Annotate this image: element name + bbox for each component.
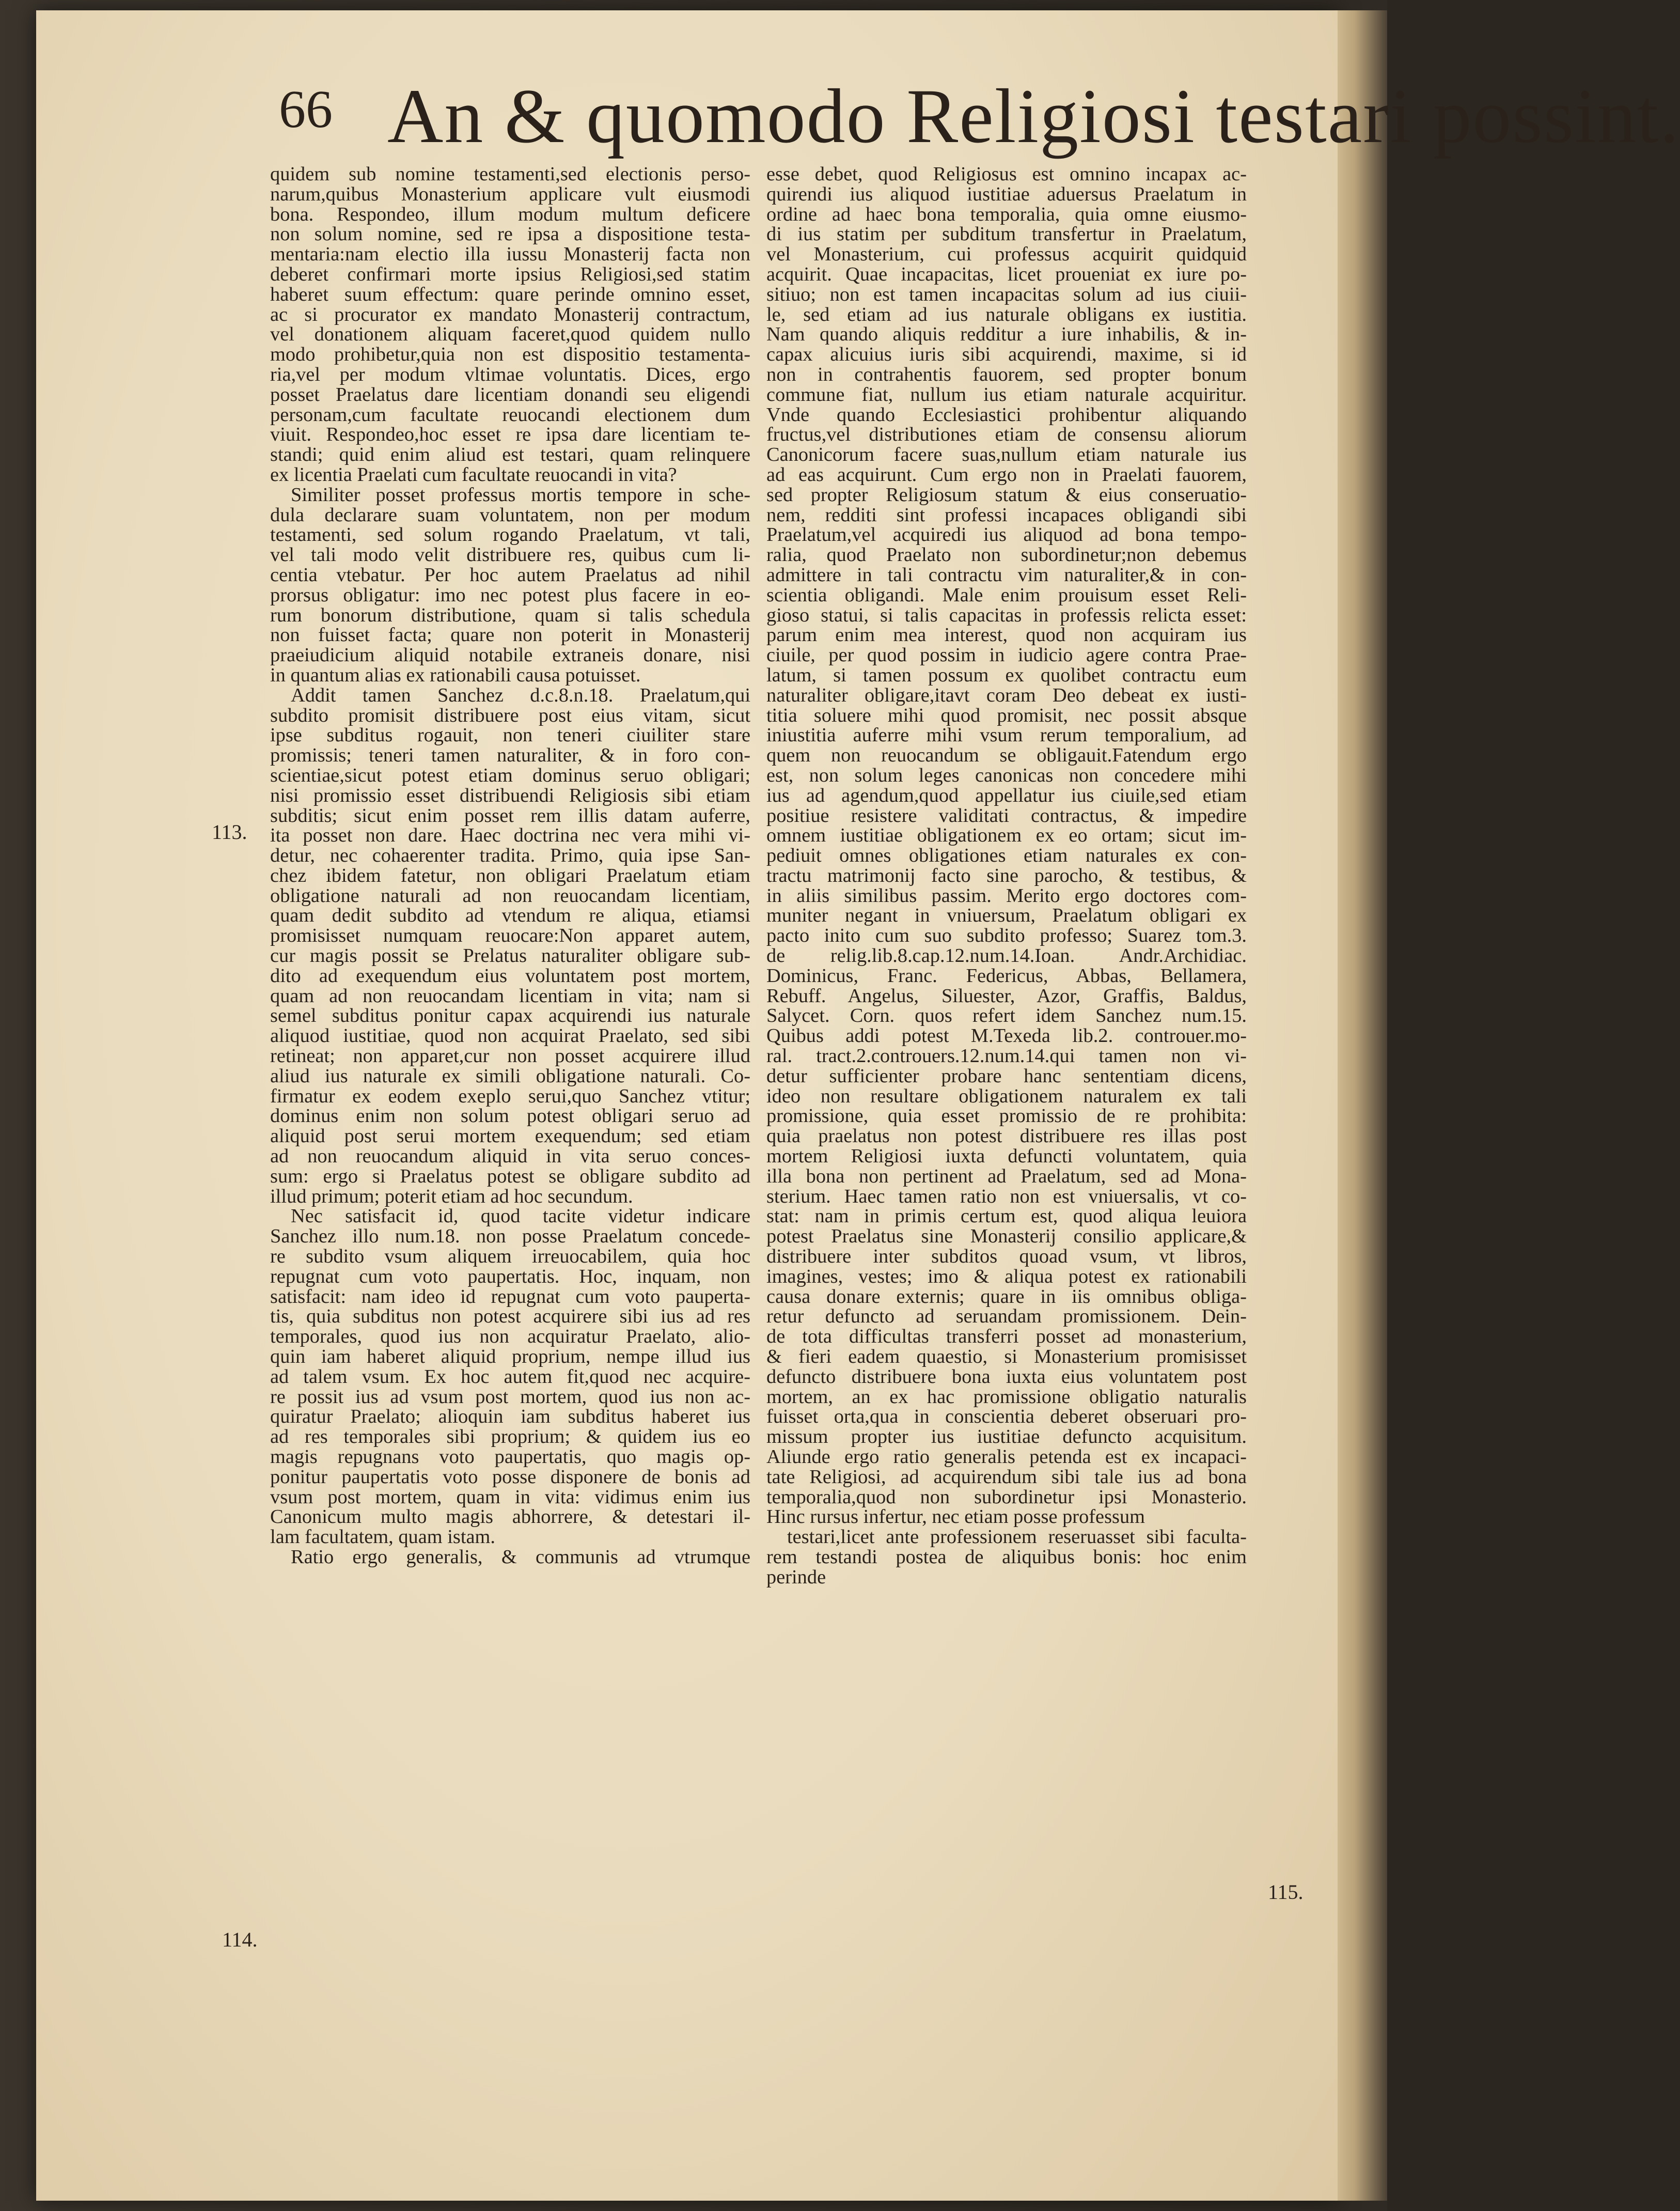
text-line: Quibus addi potest M.Texeda lib.2. controuer.mo- [766, 1025, 1247, 1047]
text-line: causa donare externis; quare in iis omnibus obliga- [766, 1285, 1247, 1307]
text-line: Nam quando aliquis redditur a iure inhabilis, & in- [766, 323, 1247, 346]
text-line: quin iam haberet aliquid proprium, nempe illud ius [270, 1346, 750, 1368]
text-line: repugnat cum voto paupertatis. Hoc, inquam, non [270, 1265, 750, 1287]
text-line: & fieri eadem quaestio, si Monasterium promisisset [766, 1346, 1247, 1368]
text-line: ipse subditus rogauit, non teneri ciuiliter stare [270, 724, 750, 746]
text-line: distribuere inter subditos quoad vsum, vt libros, [766, 1245, 1247, 1268]
text-line: ralia, quod Praelato non subordinetur;non debemus [766, 544, 1247, 566]
text-line: rum bonorum distributione, quam si talis schedula [270, 604, 750, 626]
text-line: ordine ad haec bona temporalia, quia omne eiusmo- [766, 203, 1247, 225]
text-line: omnem iustitiae obligationem ex eo ortam; sicut im- [766, 824, 1247, 847]
text-line: fructus,vel distributiones etiam de consensu aliorum [766, 424, 1247, 446]
text-line: est, non solum leges canonicas non concedere mihi [766, 764, 1247, 786]
text-line: potest Praelatus sine Monasterij consilio applicare,& [766, 1225, 1247, 1248]
text-line: pacto inito cum suo subdito professo; Suarez tom.3. [766, 925, 1247, 947]
text-line: quia praelatus non potest distribuere res illas post [766, 1125, 1247, 1147]
text-line: vel Monasterium, cui professus acquirit quidquid [766, 243, 1247, 266]
text-line: non solum nomine, sed re ipsa a dispositione testa- [270, 223, 750, 245]
text-line: promisisset numquam reuocare:Non apparet autem, [270, 925, 750, 947]
text-line: iniustitia auferre mihi vsum rerum temporalium, ad [766, 724, 1247, 746]
text-line: admittere in tali contractu vim naturaliter,& in con- [766, 564, 1247, 586]
text-line: di ius statim per subditum transfertur in Praelatum, [766, 223, 1247, 245]
text-line: lam facultatem, quam istam. [270, 1526, 496, 1548]
text-line: temporales, quod ius non acquiratur Praelato, alio- [270, 1326, 750, 1348]
text-line: Aliunde ergo ratio generalis petenda est ex incapaci- [766, 1446, 1247, 1468]
text-line: quiratur Praelato; alioquin iam subditus haberet ius [270, 1406, 750, 1428]
text-line: missum propter ius iustitiae defuncto acquisitum. [766, 1426, 1247, 1448]
text-line: Vnde quando Ecclesiastici prohibentur aliquando [766, 403, 1247, 426]
text-line: Canonicorum facere suas,nullum etiam naturale ius [766, 444, 1247, 466]
text-line: stat: nam in primis certum est, quod aliqua leuiora [766, 1205, 1247, 1227]
text-line: ex licentia Praelati cum facultate reuocandi in vita? [270, 463, 677, 486]
text-line: Hinc rursus infertur, nec etiam posse professum [766, 1506, 1145, 1528]
text-line: satisfacit: nam ideo id repugnat cum voto pauperta- [270, 1285, 750, 1307]
text-line: nisi promissio esset distribuendi Religiosis sibi etiam [270, 784, 750, 806]
text-line: viuit. Respondeo,hoc esset re ipsa dare licentiam te- [270, 424, 750, 446]
text-line: sitiuo; non est tamen incapacitas solum ad ius ciuii- [766, 283, 1247, 305]
text-line: firmatur ex eodem exeplo serui,quo Sanchez vtitur; [270, 1085, 750, 1107]
text-line: ita posset non dare. Haec doctrina nec vera mihi vi- [270, 824, 750, 847]
text-line: testari,licet ante professionem reseruasset sibi faculta- [787, 1526, 1247, 1548]
text-line: positiue resistere validitati contractus, & impedire [766, 804, 1247, 827]
text-line: ad talem vsum. Ex hoc autem fit,quod nec acquire- [270, 1365, 750, 1388]
text-line: ral. tract.2.controuers.12.num.14.qui tamen non vi- [766, 1045, 1247, 1067]
text-line: testamenti, sed solum rogando Praelatum, vt tali, [270, 524, 750, 546]
text-line: Similiter posset professus mortis tempore in sche- [291, 484, 750, 506]
text-line: dula declarare suam voluntatem, non per modum [270, 504, 750, 526]
text-line: vel donationem aliquam faceret,quod quidem nullo [270, 323, 750, 346]
text-line: sterium. Haec tamen ratio non est vniuersalis, vt co- [766, 1185, 1247, 1207]
text-line: le, sed etiam ad ius naturale obligans ex iustitia. [766, 303, 1247, 325]
text-line: chez ibidem fatetur, non obligari Praelatum etiam [270, 864, 750, 886]
text-line: ius ad agendum,quod appellatur ius ciuile,sed etiam [766, 784, 1247, 806]
text-line: prorsus obligatur: imo nec potest plus facere in eo- [270, 584, 750, 606]
text-line: cur magis possit se Prelatus naturaliter obligare sub- [270, 945, 750, 967]
text-line: centia vtebatur. Per hoc autem Praelatus ad nihil [270, 564, 750, 586]
text-line: detur sufficienter probare hanc sententiam dicens, [766, 1065, 1247, 1087]
margin-number-114: 114. [222, 1928, 258, 1951]
text-line: haberet suum effectum: quare perinde omnino esset, [270, 283, 750, 305]
text-line: illud primum; poterit etiam ad hoc secundum. [270, 1185, 633, 1207]
text-line: Nec satisfacit id, quod tacite videtur indicare [291, 1205, 750, 1227]
page-number: 66 [279, 80, 333, 139]
text-line: re possit ius ad vsum post mortem, quod ius non ac- [270, 1385, 750, 1408]
text-line: dominus enim non solum potest obligari seruo ad [270, 1105, 750, 1127]
text-line: quidem sub nomine testamenti,sed electionis perso- [270, 163, 750, 185]
text-line: narum,quibus Monasterium applicare vult eiusmodi [270, 183, 750, 205]
text-line: ria,vel per modum vltimae voluntatis. Dices, ergo [270, 363, 750, 385]
text-line: bona. Respondeo, illum modum multum deficere [270, 203, 750, 225]
text-line: subdito promisit distribuere post eius vitam, sicut [270, 704, 750, 726]
text-line: ciuile, per quod possim in iudicio agere contra Prae- [766, 644, 1247, 666]
text-line: re subdito vsum aliquem irreuocabilem, quia hoc [270, 1245, 750, 1268]
text-line: aliquid post serui mortem exequendum; sed etiam [270, 1125, 750, 1147]
text-line: mentaria:nam electio illa iussu Monasterij facta non [270, 243, 750, 266]
text-line: standi; quid enim aliud est testari, quam relinquere [270, 444, 750, 466]
text-line: sum: ergo si Praelatus potest se obligare subdito ad [270, 1165, 750, 1187]
text-line: quam dedit subdito ad vtendum re aliqua, etiamsi [270, 905, 750, 927]
text-line: gioso statui, si talis capacitas in professis relicta esset: [766, 604, 1247, 626]
text-line: semel subditus ponitur capax acquirendi ius naturale [270, 1005, 750, 1027]
text-line: subditis; sicut enim posset rem illis datam auferre, [270, 804, 750, 827]
text-line: modo prohibetur,quia non est dispositio testamenta- [270, 344, 750, 366]
text-line: tis, quia subditus non potest acquirere sibi ius ad res [270, 1305, 750, 1328]
text-line: nem, redditi sint professi incapaces obligandi sibi [766, 504, 1247, 526]
text-line: de tota difficultas transferri posset ad monasterium, [766, 1326, 1247, 1348]
text-line: sed propter Religiosum statum & eius conseruatio- [766, 484, 1247, 506]
text-line: Sanchez illo num.18. non posse Praelatum concede- [270, 1225, 750, 1248]
page-title: An & quomodo Religiosi testari possint. [387, 73, 1680, 159]
text-line: illa bona non pertinent ad Praelatum, sed ad Mona- [766, 1165, 1247, 1187]
text-line: naturaliter obligare,itavt coram Deo debeat ex iusti- [766, 684, 1247, 706]
text-line: praeiudicium aliquid notabile extraneis donare, nisi [270, 644, 750, 666]
text-line: retur defuncto ad seruandam promissionem. Dein- [766, 1305, 1247, 1328]
text-line: dito ad exequendum eius voluntatem post mortem, [270, 964, 750, 987]
text-line: vsum post mortem, quam in vita: vidimus enim ius [270, 1486, 750, 1508]
text-line: promissione, quia esset promissio de re prohibita: [766, 1105, 1247, 1127]
text-line: latum, si tamen possum ex quolibet contractu eum [766, 664, 1247, 686]
text-line: Addit tamen Sanchez d.c.8.n.18. Praelatum,qui [291, 684, 750, 706]
text-line: ideo non resultare obligationem naturalem ex tali [766, 1085, 1247, 1107]
text-line: pediuit omnes obligationes etiam naturales ex con- [766, 845, 1247, 867]
text-line: vel tali modo velit distribuere res, quibus cum li- [270, 544, 750, 566]
text-line: defuncto distribuere bona iuxta eius voluntatem post [766, 1365, 1247, 1388]
text-line: in aliis similibus passim. Merito ergo doctores com- [766, 884, 1247, 907]
text-line: personam,cum facultate reuocandi electionem dum [270, 403, 750, 426]
text-line: Ratio ergo generalis, & communis ad vtrumque [291, 1546, 750, 1568]
text-line: titia soluere mihi quod promisit, nec possit absque [766, 704, 1247, 726]
text-line: mortem Religiosi iuxta defuncti voluntatem, quia [766, 1145, 1247, 1167]
text-line: imagines, vestes; imo & aliqua potest ex rationabili [766, 1265, 1247, 1287]
text-line: tractu matrimonij facto sine parocho, & testibus, & [766, 864, 1247, 886]
text-line: scientiae,sicut potest etiam dominus seruo obligari; [270, 764, 750, 786]
text-line: commune fiat, nullum ius etiam naturale acquiritur. [766, 383, 1247, 406]
text-line: magis repugnans voto paupertatis, quo magis op- [270, 1446, 750, 1468]
text-line: aliquod iustitiae, quod non acquirat Praelato, sed sibi [270, 1025, 750, 1047]
text-line: retineat; non apparet,cur non posset acquirere illud [270, 1045, 750, 1067]
text-line: capax alicuius iuris sibi acquirendi, maxime, si id [766, 344, 1247, 366]
margin-number-115: 115. [1268, 1880, 1304, 1904]
text-line: Salycet. Corn. quos refert idem Sanchez num.15. [766, 1005, 1247, 1027]
text-line: de relig.lib.8.cap.12.num.14.Ioan. Andr.Archidiac. [766, 945, 1247, 967]
text-line: perinde [766, 1566, 826, 1588]
text-line: muniter negant in vniuersum, Praelatum obligari ex [766, 905, 1247, 927]
text-line: Rebuff. Angelus, Siluester, Azor, Graffis, Baldus, [766, 985, 1247, 1007]
margin-number-113: 113. [212, 820, 247, 844]
text-line: in quantum alias ex rationabili causa potuisset. [270, 664, 641, 686]
right-text-column [766, 164, 1247, 1587]
text-line: rem testandi postea de aliquibus bonis: hoc enim [766, 1546, 1247, 1568]
text-line: non in contrahentis fauorem, sed propter bonum [766, 363, 1247, 385]
text-line: ad non reuocandum aliquid in vita seruo conces- [270, 1145, 750, 1167]
running-head [279, 73, 1680, 160]
text-line: ad res temporales sibi proprium; & quidem ius eo [270, 1426, 750, 1448]
text-line: tate Religiosi, ad acquirendum sibi tale ius ad bona [766, 1466, 1247, 1488]
text-line: ac si procurator ex mandato Monasterij contractum, [270, 303, 750, 325]
text-line: ponitur paupertatis voto posse disponere de bonis ad [270, 1466, 750, 1488]
text-line: quam ad non reuocandam licentiam in vita; nam si [270, 985, 750, 1007]
text-line: quirendi ius aliquod iustitiae aduersus Praelatum in [766, 183, 1247, 205]
text-line: obligatione naturali ad non reuocandam licentiam, [270, 884, 750, 907]
text-line: non fuisset facta; quare non poterit in Monasterij [270, 624, 750, 646]
text-line: quem non reuocandum se obligauit.Fatendum ergo [766, 744, 1247, 767]
text-line: esse debet, quod Religiosus est omnino incapax ac- [766, 163, 1247, 185]
text-line: Dominicus, Franc. Federicus, Abbas, Bellamera, [766, 964, 1247, 987]
text-line: fuisset orta,qua in conscientia deberet obseruari pro- [766, 1406, 1247, 1428]
text-line: Canonicum multo magis abhorrere, & detestari il- [270, 1506, 750, 1528]
text-line: acquirit. Quae incapacitas, licet proueniat ex iure po- [766, 263, 1247, 285]
text-line: detur, nec cohaerenter tradita. Primo, quia ipse San- [270, 845, 750, 867]
text-line: scientia obligandi. Male enim prouisum esset Reli- [766, 584, 1247, 606]
text-line: mortem, an ex hac promissione obligatio naturalis [766, 1385, 1247, 1408]
text-line: parum enim mea interest, quod non acquiram ius [766, 624, 1247, 646]
text-line: posset Praelatus dare licentiam donandi seu eligendi [270, 383, 750, 406]
text-line: ad eas acquirunt. Cum ergo non in Praelati fauorem, [766, 463, 1247, 486]
text-line: promissis; teneri tamen naturaliter, & in foro con- [270, 744, 750, 767]
text-line: temporalia,quod non subordinetur ipsi Monasterio. [766, 1486, 1247, 1508]
text-line: aliud ius naturale ex simili obligatione naturali. Co- [270, 1065, 750, 1087]
page-edge [1338, 10, 1387, 2201]
left-text-column [270, 164, 750, 1567]
text-line: Praelatum,vel acquiredi ius aliquod ad bona tempo- [766, 524, 1247, 546]
text-line: deberet confirmari morte ipsius Religiosi,sed statim [270, 263, 750, 285]
